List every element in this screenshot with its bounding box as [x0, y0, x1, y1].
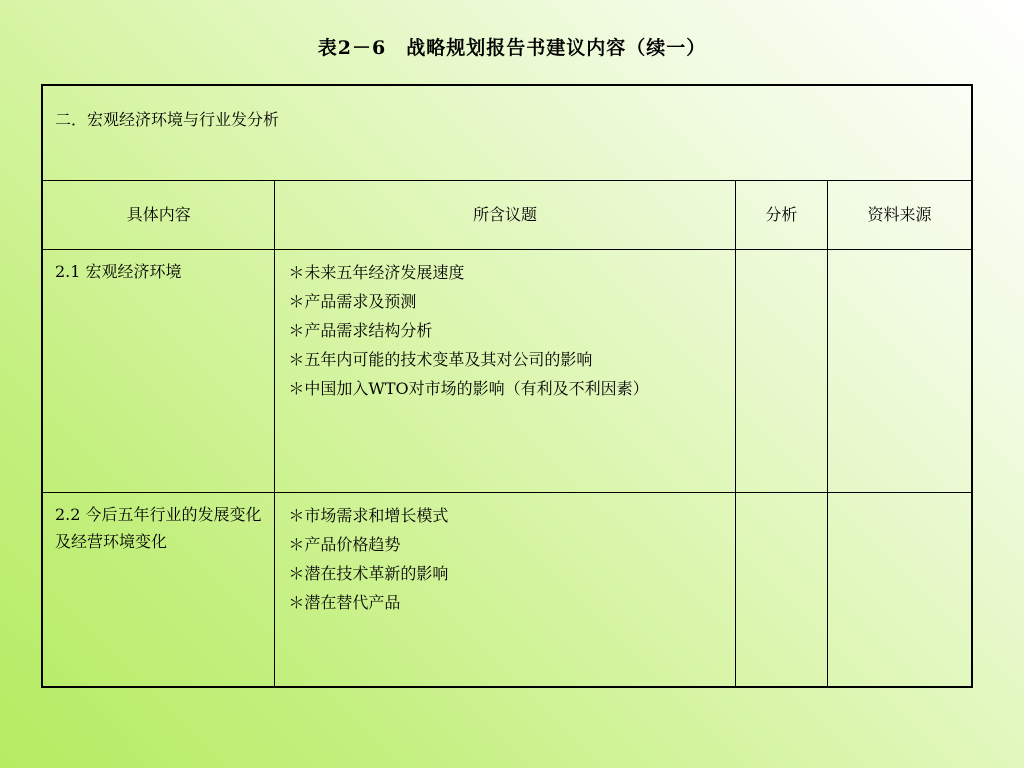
slide-title: 表2－6 战略规划报告书建议内容（续一）	[317, 37, 707, 59]
section-heading: 二．宏观经济环境与行业发分析	[42, 85, 972, 181]
topic-item: ＊五年内可能的技术变革及其对公司的影响	[288, 350, 593, 369]
topic-item: ＊产品需求及预测	[288, 292, 417, 311]
topic-item: ＊市场需求和增长模式	[288, 506, 449, 525]
strategy-report-table	[41, 84, 973, 688]
column-header-topics: 所含议题	[275, 181, 735, 250]
row-analysis	[735, 493, 827, 687]
column-header-source: 资料来源	[828, 181, 972, 250]
column-header-content: 具体内容	[42, 181, 275, 250]
header-row	[42, 181, 972, 250]
topic-item: ＊未来五年经济发展速度	[288, 263, 465, 282]
row-source	[828, 250, 972, 493]
topic-item: ＊潜在替代产品	[288, 593, 401, 612]
topic-item: ＊产品需求结构分析	[288, 321, 433, 340]
row-topics	[275, 493, 735, 687]
row-analysis	[735, 250, 827, 493]
row-category: 2.2 今后五年行业的发展变化及经营环境变化	[42, 493, 275, 687]
topic-item: ＊潜在技术革新的影响	[288, 564, 449, 583]
topic-item: ＊中国加入WTO对市场的影响（有利及不利因素）	[288, 379, 649, 398]
row-category: 2.1 宏观经济环境	[42, 250, 275, 493]
topic-item: ＊产品价格趋势	[288, 535, 401, 554]
section-row	[42, 85, 972, 181]
row-topics	[275, 250, 735, 493]
column-header-analysis: 分析	[735, 181, 827, 250]
row-source	[828, 493, 972, 687]
table-row	[42, 493, 972, 687]
table-row	[42, 250, 972, 493]
